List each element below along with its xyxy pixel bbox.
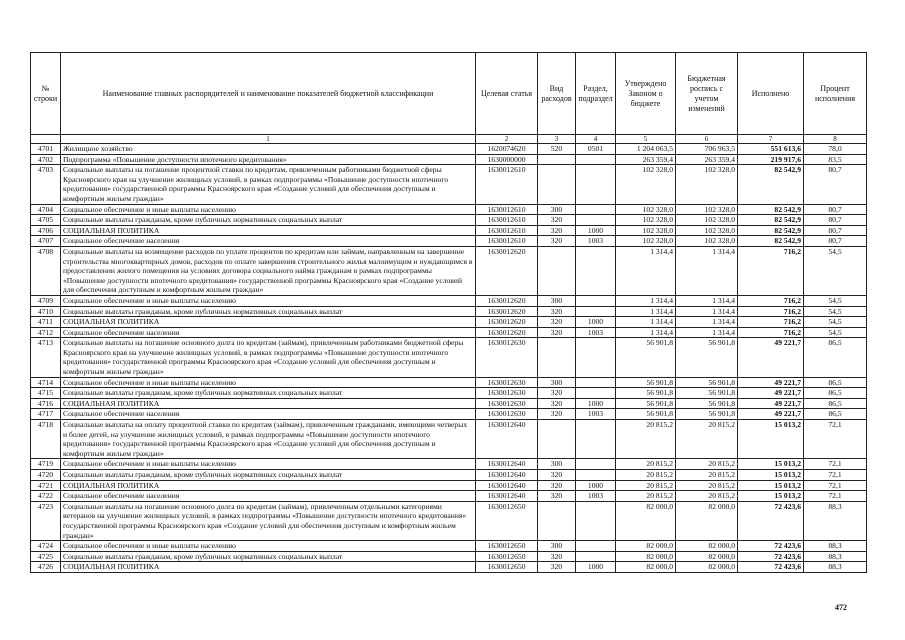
cell-section: [576, 306, 616, 317]
cell-approved: 102 328,0: [616, 215, 676, 226]
cell-budget-schedule: 102 328,0: [676, 165, 738, 204]
column-number: 4: [576, 135, 616, 144]
cell-section: [576, 246, 616, 295]
table-row: [31, 204, 867, 215]
cell-target-article: 1630012640: [476, 480, 538, 491]
cell-percent: 80,7: [804, 215, 867, 226]
table-row: [31, 165, 867, 204]
table-row: [31, 215, 867, 226]
cell-section: 1000: [576, 398, 616, 409]
cell-expense-type: 320: [538, 317, 576, 328]
cell-percent: 83,5: [804, 154, 867, 165]
cell-target-article: 1630012620: [476, 246, 538, 295]
cell-approved: 102 328,0: [616, 204, 676, 215]
cell-executed: 716,2: [738, 317, 804, 328]
table-row: [31, 295, 867, 306]
cell-section: [576, 338, 616, 377]
cell-approved: 82 000,0: [616, 551, 676, 562]
cell-section: [576, 154, 616, 165]
cell-percent: 72,1: [804, 480, 867, 491]
column-number-row: [31, 135, 867, 144]
cell-target-article: 1630012610: [476, 236, 538, 247]
cell-executed: 219 917,6: [738, 154, 804, 165]
cell-section: 1000: [576, 225, 616, 236]
cell-approved: 20 815,2: [616, 470, 676, 481]
table-row: [31, 470, 867, 481]
cell-section: 1003: [576, 409, 616, 420]
cell-row-number: 4704: [31, 204, 61, 215]
cell-budget-schedule: 82 000,0: [676, 551, 738, 562]
cell-percent: 72,1: [804, 459, 867, 470]
cell-percent: 88,3: [804, 562, 867, 573]
cell-name: СОЦИАЛЬНАЯ ПОЛИТИКА: [61, 225, 476, 236]
cell-executed: 72 423,6: [738, 551, 804, 562]
cell-row-number: 4706: [31, 225, 61, 236]
column-number: 7: [738, 135, 804, 144]
cell-budget-schedule: 1 314,4: [676, 295, 738, 306]
cell-executed: 72 423,6: [738, 562, 804, 573]
table-row: [31, 317, 867, 328]
cell-expense-type: 320: [538, 225, 576, 236]
cell-name: Социальные выплаты на оплату процентной ставки по кредитам (займам), привлеченным гражданами, имеющими четверых и более детей, на улучшение жилищных условий, в рамках подпрограммы «Повышение доступности ипотечного кредитования» государственной программы Красноярского края «Создание условий для обеспечения доступным и комфортным жильем граждан»: [61, 420, 476, 459]
cell-row-number: 4714: [31, 377, 61, 388]
cell-row-number: 4709: [31, 295, 61, 306]
cell-name: Социальные выплаты гражданам, кроме публичных нормативных социальных выплат: [61, 306, 476, 317]
cell-row-number: 4703: [31, 165, 61, 204]
cell-executed: 82 542,9: [738, 236, 804, 247]
cell-expense-type: 320: [538, 551, 576, 562]
column-number: 8: [804, 135, 867, 144]
cell-section: [576, 295, 616, 306]
cell-budget-schedule: 56 901,8: [676, 388, 738, 399]
table-row: [31, 562, 867, 573]
cell-row-number: 4724: [31, 541, 61, 552]
cell-approved: 20 815,2: [616, 459, 676, 470]
cell-budget-schedule: 56 901,8: [676, 377, 738, 388]
cell-expense-type: 320: [538, 409, 576, 420]
cell-row-number: 4722: [31, 491, 61, 502]
cell-approved: 1 204 063,5: [616, 144, 676, 155]
cell-row-number: 4718: [31, 420, 61, 459]
table-row: [31, 459, 867, 470]
cell-target-article: 1630012640: [476, 491, 538, 502]
cell-target-article: 1630012650: [476, 541, 538, 552]
cell-expense-type: 320: [538, 480, 576, 491]
cell-row-number: 4713: [31, 338, 61, 377]
cell-row-number: 4701: [31, 144, 61, 155]
cell-row-number: 4717: [31, 409, 61, 420]
cell-budget-schedule: 56 901,8: [676, 398, 738, 409]
cell-executed: 716,2: [738, 295, 804, 306]
cell-budget-schedule: 1 314,4: [676, 246, 738, 295]
cell-executed: 716,2: [738, 306, 804, 317]
cell-target-article: 1630012620: [476, 327, 538, 338]
cell-name: Социальное обеспечение и иные выплаты населению: [61, 295, 476, 306]
cell-executed: 15 013,2: [738, 459, 804, 470]
cell-expense-type: 300: [538, 204, 576, 215]
cell-section: [576, 459, 616, 470]
cell-expense-type: 300: [538, 459, 576, 470]
cell-expense-type: [538, 165, 576, 204]
cell-name: СОЦИАЛЬНАЯ ПОЛИТИКА: [61, 562, 476, 573]
cell-approved: 102 328,0: [616, 225, 676, 236]
cell-expense-type: 300: [538, 541, 576, 552]
cell-row-number: 4707: [31, 236, 61, 247]
cell-row-number: 4723: [31, 501, 61, 540]
cell-row-number: 4725: [31, 551, 61, 562]
cell-approved: 20 815,2: [616, 420, 676, 459]
cell-approved: 1 314,4: [616, 306, 676, 317]
cell-budget-schedule: 20 815,2: [676, 491, 738, 502]
cell-budget-schedule: 263 359,4: [676, 154, 738, 165]
table-row: [31, 225, 867, 236]
table-row: [31, 409, 867, 420]
cell-budget-schedule: 56 901,8: [676, 409, 738, 420]
cell-section: [576, 388, 616, 399]
cell-target-article: 1620074620: [476, 144, 538, 155]
cell-section: 1003: [576, 327, 616, 338]
cell-row-number: 4716: [31, 398, 61, 409]
cell-budget-schedule: 102 328,0: [676, 225, 738, 236]
cell-approved: 56 901,8: [616, 398, 676, 409]
cell-name: Социальные выплаты на погашение основного долга по кредитам (займам), привлеченным работниками бюджетной сферы Красноярского края на улучшение жилищных условий, в рамках подпрограммы «Повышение доступности ипотечного кредитования» государственной программы Красноярского края «Создание условий для обеспечения доступным и комфортным жильем граждан»: [61, 338, 476, 377]
cell-budget-schedule: 1 314,4: [676, 306, 738, 317]
cell-approved: 1 314,4: [616, 246, 676, 295]
header-executed: Исполнено: [738, 53, 804, 135]
cell-section: [576, 377, 616, 388]
cell-percent: 86,5: [804, 398, 867, 409]
cell-expense-type: 320: [538, 398, 576, 409]
cell-row-number: 4708: [31, 246, 61, 295]
cell-expense-type: [538, 420, 576, 459]
cell-executed: 15 013,2: [738, 420, 804, 459]
table-row: [31, 398, 867, 409]
cell-name: Социальные выплаты гражданам, кроме публичных нормативных социальных выплат: [61, 551, 476, 562]
cell-target-article: 1630012650: [476, 551, 538, 562]
cell-row-number: 4720: [31, 470, 61, 481]
cell-percent: 54,5: [804, 295, 867, 306]
cell-name: СОЦИАЛЬНАЯ ПОЛИТИКА: [61, 480, 476, 491]
cell-target-article: 1630012620: [476, 295, 538, 306]
cell-budget-schedule: 82 000,0: [676, 501, 738, 540]
cell-name: Социальное обеспечение населения: [61, 236, 476, 247]
cell-executed: 72 423,6: [738, 501, 804, 540]
cell-section: 1003: [576, 236, 616, 247]
cell-row-number: 4710: [31, 306, 61, 317]
cell-percent: 54,5: [804, 327, 867, 338]
cell-approved: 1 314,4: [616, 317, 676, 328]
cell-approved: 82 000,0: [616, 501, 676, 540]
cell-percent: 88,3: [804, 501, 867, 540]
cell-executed: 49 221,7: [738, 398, 804, 409]
cell-target-article: 1630012620: [476, 317, 538, 328]
table-row: [31, 327, 867, 338]
cell-percent: 86,5: [804, 388, 867, 399]
cell-expense-type: 300: [538, 377, 576, 388]
cell-section: [576, 501, 616, 540]
cell-target-article: 1630000000: [476, 154, 538, 165]
cell-approved: 20 815,2: [616, 480, 676, 491]
cell-executed: 15 013,2: [738, 470, 804, 481]
cell-name: Социальные выплаты гражданам, кроме публичных нормативных социальных выплат: [61, 470, 476, 481]
header-name: Наименование главных распорядителей и наименование показателей бюджетной классификации: [61, 53, 476, 135]
cell-name: Социальные выплаты на погашение процентной ставки по кредитам, привлеченным работниками бюджетной сферы Красноярского края на улучшение жилищных условий, в рамках подпрограммы «Повышение доступности ипотечного кредитования» государственной программы Красноярского края «Создание условий для обеспечения доступным и комфортным жильем граждан»: [61, 165, 476, 204]
cell-executed: 82 542,9: [738, 225, 804, 236]
cell-approved: 82 000,0: [616, 562, 676, 573]
budget-table: [30, 52, 867, 573]
cell-budget-schedule: 102 328,0: [676, 204, 738, 215]
cell-approved: 82 000,0: [616, 541, 676, 552]
cell-executed: 716,2: [738, 246, 804, 295]
cell-budget-schedule: 1 314,4: [676, 317, 738, 328]
table-row: [31, 420, 867, 459]
cell-expense-type: 320: [538, 562, 576, 573]
budget-report-sheet: [30, 52, 867, 573]
cell-expense-type: 320: [538, 470, 576, 481]
cell-percent: 80,7: [804, 236, 867, 247]
column-number: [31, 135, 61, 144]
table-row: [31, 388, 867, 399]
cell-target-article: 1630012630: [476, 409, 538, 420]
cell-approved: 102 328,0: [616, 165, 676, 204]
cell-budget-schedule: 20 815,2: [676, 470, 738, 481]
cell-expense-type: 320: [538, 215, 576, 226]
cell-name: Социальные выплаты на возмещение расходов по уплате процентов по кредитам или займам, направленным на завершение строительства многоквартирных домов, расходов по оплате завершения строительного жилья малоимущим и нуждающимся в предоставлении жилого помещения на условиях договора социального найма гражданам в рамках подпрограммы «Повышение доступности ипотечного кредитования» государственной программы Красноярского края «Создание условий для обеспечения доступным и комфортным жильем граждан»: [61, 246, 476, 295]
cell-name: Социальное обеспечение населения: [61, 327, 476, 338]
cell-target-article: 1630012610: [476, 215, 538, 226]
table-row: [31, 236, 867, 247]
table-body: [31, 144, 867, 573]
cell-section: [576, 541, 616, 552]
cell-name: Социальные выплаты гражданам, кроме публичных нормативных социальных выплат: [61, 388, 476, 399]
cell-section: [576, 420, 616, 459]
cell-expense-type: [538, 338, 576, 377]
cell-budget-schedule: 102 328,0: [676, 215, 738, 226]
cell-budget-schedule: 20 815,2: [676, 480, 738, 491]
column-number: 5: [616, 135, 676, 144]
cell-target-article: 1630012610: [476, 225, 538, 236]
cell-percent: 86,5: [804, 338, 867, 377]
cell-percent: 80,7: [804, 225, 867, 236]
column-number: 6: [676, 135, 738, 144]
cell-percent: 72,1: [804, 420, 867, 459]
cell-expense-type: 520: [538, 144, 576, 155]
cell-section: [576, 204, 616, 215]
cell-expense-type: [538, 246, 576, 295]
cell-executed: 49 221,7: [738, 388, 804, 399]
cell-row-number: 4721: [31, 480, 61, 491]
cell-percent: 54,5: [804, 246, 867, 295]
header-expense-type: Вид расходов: [538, 53, 576, 135]
cell-percent: 54,5: [804, 317, 867, 328]
cell-name: Социальное обеспечение и иные выплаты населению: [61, 541, 476, 552]
cell-expense-type: 320: [538, 236, 576, 247]
cell-approved: 102 328,0: [616, 236, 676, 247]
cell-section: 1000: [576, 317, 616, 328]
cell-executed: 716,2: [738, 327, 804, 338]
cell-budget-schedule: 706 963,5: [676, 144, 738, 155]
cell-percent: 72,1: [804, 470, 867, 481]
cell-row-number: 4715: [31, 388, 61, 399]
cell-executed: 72 423,6: [738, 541, 804, 552]
cell-budget-schedule: 82 000,0: [676, 562, 738, 573]
cell-budget-schedule: 1 314,4: [676, 327, 738, 338]
cell-executed: 49 221,7: [738, 338, 804, 377]
cell-section: [576, 165, 616, 204]
table-row: [31, 377, 867, 388]
cell-target-article: 1630012630: [476, 388, 538, 399]
cell-expense-type: 300: [538, 295, 576, 306]
cell-row-number: 4702: [31, 154, 61, 165]
table-row: [31, 501, 867, 540]
cell-executed: 82 542,9: [738, 215, 804, 226]
cell-executed: 82 542,9: [738, 204, 804, 215]
cell-section: 1000: [576, 480, 616, 491]
cell-approved: 56 901,8: [616, 409, 676, 420]
cell-section: [576, 470, 616, 481]
table-row: [31, 491, 867, 502]
table-row: [31, 154, 867, 165]
table-row: [31, 246, 867, 295]
cell-target-article: 1630012610: [476, 204, 538, 215]
cell-target-article: 1630012630: [476, 377, 538, 388]
cell-name: Подпрограмма «Повышение доступности ипотечного кредитования»: [61, 154, 476, 165]
cell-percent: 86,5: [804, 377, 867, 388]
cell-row-number: 4712: [31, 327, 61, 338]
cell-percent: 72,1: [804, 491, 867, 502]
cell-target-article: 1630012610: [476, 165, 538, 204]
cell-budget-schedule: 56 901,8: [676, 338, 738, 377]
cell-budget-schedule: 20 815,2: [676, 459, 738, 470]
cell-row-number: 4711: [31, 317, 61, 328]
cell-target-article: 1630012640: [476, 470, 538, 481]
table-row: [31, 306, 867, 317]
cell-expense-type: 320: [538, 306, 576, 317]
cell-approved: 56 901,8: [616, 377, 676, 388]
page-number: 472: [835, 603, 847, 612]
cell-name: Социальное обеспечение населения: [61, 409, 476, 420]
header-percent: Процент исполнения: [804, 53, 867, 135]
cell-percent: 80,7: [804, 165, 867, 204]
header-section: Раздел, подраздел: [576, 53, 616, 135]
cell-approved: 56 901,8: [616, 388, 676, 399]
cell-percent: 88,3: [804, 541, 867, 552]
cell-approved: 20 815,2: [616, 491, 676, 502]
column-number: 1: [61, 135, 476, 144]
cell-executed: 551 613,6: [738, 144, 804, 155]
cell-section: [576, 551, 616, 562]
table-row: [31, 551, 867, 562]
cell-executed: 82 542,9: [738, 165, 804, 204]
cell-row-number: 4726: [31, 562, 61, 573]
cell-row-number: 4719: [31, 459, 61, 470]
cell-expense-type: 320: [538, 388, 576, 399]
table-header: [31, 53, 867, 144]
header-approved: Утверждено Законом о бюджете: [616, 53, 676, 135]
cell-budget-schedule: 102 328,0: [676, 236, 738, 247]
cell-percent: 80,7: [804, 204, 867, 215]
cell-name: СОЦИАЛЬНАЯ ПОЛИТИКА: [61, 398, 476, 409]
cell-approved: 56 901,8: [616, 338, 676, 377]
cell-budget-schedule: 82 000,0: [676, 541, 738, 552]
cell-budget-schedule: 20 815,2: [676, 420, 738, 459]
cell-target-article: 1630012640: [476, 459, 538, 470]
cell-target-article: 1630012630: [476, 338, 538, 377]
cell-name: Социальные выплаты гражданам, кроме публичных нормативных социальных выплат: [61, 215, 476, 226]
cell-target-article: 1630012630: [476, 398, 538, 409]
cell-executed: 15 013,2: [738, 480, 804, 491]
table-row: [31, 480, 867, 491]
cell-approved: 1 314,4: [616, 327, 676, 338]
header-budget-schedule: Бюджетная роспись с учетом изменений: [676, 53, 738, 135]
column-number: 3: [538, 135, 576, 144]
cell-executed: 49 221,7: [738, 409, 804, 420]
cell-target-article: 1630012640: [476, 420, 538, 459]
cell-percent: 54,5: [804, 306, 867, 317]
header-target-article: Целевая статья: [476, 53, 538, 135]
cell-name: СОЦИАЛЬНАЯ ПОЛИТИКА: [61, 317, 476, 328]
cell-name: Социальное обеспечение и иные выплаты населению: [61, 377, 476, 388]
cell-expense-type: [538, 154, 576, 165]
cell-section: 1000: [576, 562, 616, 573]
cell-expense-type: [538, 501, 576, 540]
cell-section: 0501: [576, 144, 616, 155]
table-row: [31, 541, 867, 552]
cell-name: Социальные выплаты на погашение основного долга по кредитам (займам), привлеченным отдельными категориями ветеранов на улучшение жилищных условий, в рамках подпрограммы «Повышение доступности ипотечного кредитования» государственной программы Красноярского края «Создание условий для обеспечения доступным и комфортным жильем граждан»: [61, 501, 476, 540]
table-row: [31, 338, 867, 377]
table-row: [31, 144, 867, 155]
cell-row-number: 4705: [31, 215, 61, 226]
cell-name: Жилищное хозяйство: [61, 144, 476, 155]
cell-target-article: 1630012620: [476, 306, 538, 317]
cell-percent: 86,5: [804, 409, 867, 420]
cell-executed: 15 013,2: [738, 491, 804, 502]
cell-expense-type: 320: [538, 327, 576, 338]
cell-approved: 263 359,4: [616, 154, 676, 165]
cell-name: Социальное обеспечение населения: [61, 491, 476, 502]
cell-executed: 49 221,7: [738, 377, 804, 388]
cell-target-article: 1630012650: [476, 501, 538, 540]
cell-name: Социальное обеспечение и иные выплаты населению: [61, 204, 476, 215]
cell-name: Социальное обеспечение и иные выплаты населению: [61, 459, 476, 470]
cell-percent: 88,3: [804, 551, 867, 562]
cell-section: 1003: [576, 491, 616, 502]
cell-expense-type: 320: [538, 491, 576, 502]
header-row-number: № строки: [31, 53, 61, 135]
cell-target-article: 1630012650: [476, 562, 538, 573]
cell-approved: 1 314,4: [616, 295, 676, 306]
column-number: 2: [476, 135, 538, 144]
cell-percent: 78,0: [804, 144, 867, 155]
cell-section: [576, 215, 616, 226]
